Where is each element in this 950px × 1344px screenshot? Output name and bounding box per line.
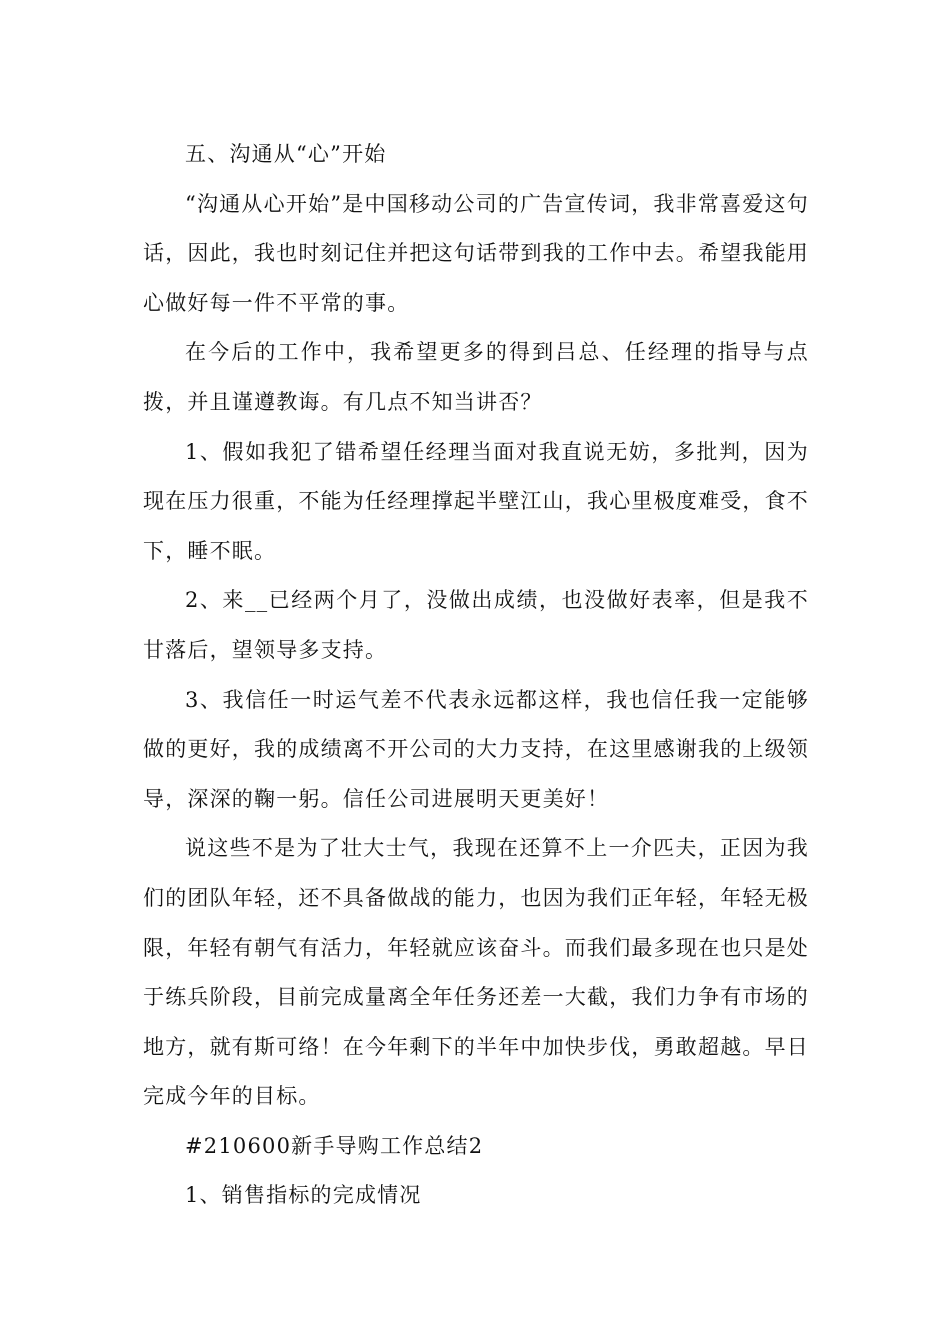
list-item-2: 2、来__已经两个月了，没做出成绩，也没做好表率，但是我不甘落后，望领导多支持。 xyxy=(143,588,809,662)
section-heading-communication: 五、沟通从“心”开始 xyxy=(185,142,387,166)
body-paragraph: 在今后的工作中，我希望更多的得到吕总、任经理的指导与点拨，并且谨遵教诲。有几点不知当讲否？ xyxy=(143,340,809,414)
body-paragraph: 说这些不是为了壮大士气，我现在还算不上一介匹夫，正因为我们的团队年轻，还不具备做战的能力，也因为我们正年轻，年轻无极限，年轻有朝气有活力，年轻就应该奋斗。而我们最多现在也只是处于练兵阶段，目前完成量离全年任务还差一大截，我们力争有市场的地方，就有斯可络！在今年剩下的半年中加快步伐，勇敢超越。早日完成今年的目标。 xyxy=(143,836,809,1109)
body-paragraph: “沟通从心开始”是中国移动公司的广告宣传词，我非常喜爱这句话，因此，我也时刻记住并把这句话带到我的工作中去。希望我能用心做好每一件不平常的事。 xyxy=(143,191,809,315)
subsection-heading: 1、销售指标的完成情况 xyxy=(185,1183,422,1208)
list-item-1: 1、假如我犯了错希望任经理当面对我直说无妨，多批判，因为现在压力很重，不能为任经理撑起半壁江山，我心里极度难受，食不下，睡不眠。 xyxy=(143,439,809,563)
section-title: #210600新手导购工作总结2 xyxy=(185,1133,484,1158)
document-body xyxy=(143,130,809,1221)
list-item-3: 3、我信任一时运气差不代表永远都这样，我也信任我一定能够做的更好，我的成绩离不开公司的大力支持，在这里感谢我的上级领导，深深的鞠一躬。信任公司进展明天更美好！ xyxy=(143,687,809,811)
